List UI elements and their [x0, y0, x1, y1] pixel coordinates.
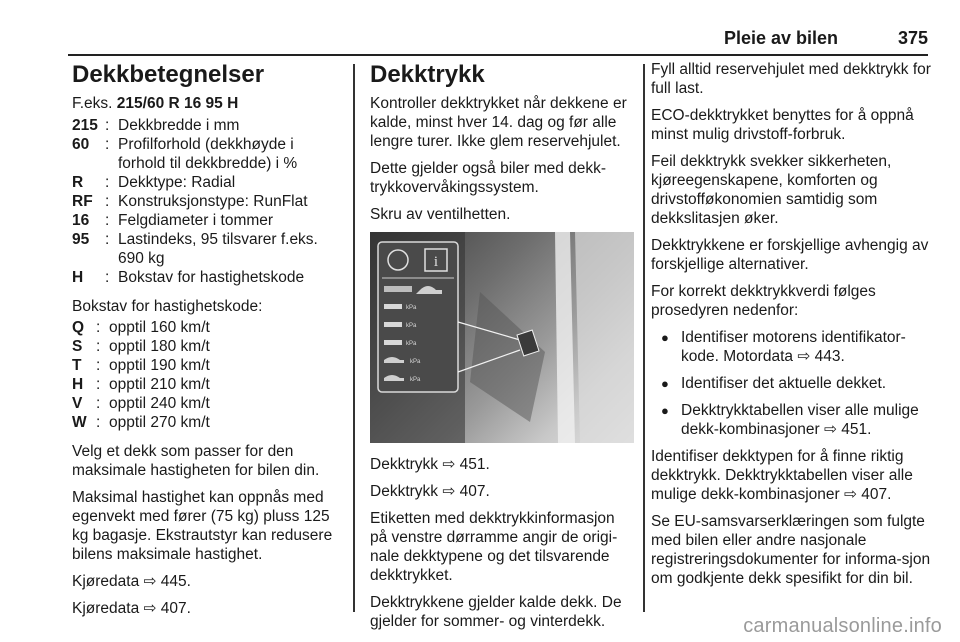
table-row: [72, 211, 344, 230]
code-key: W: [72, 414, 87, 431]
svg-text:kPa: kPa: [410, 359, 421, 365]
paragraph-wrong-pressure: Feil dekktrykk svekker sikkerheten, kjøreegenskapene, komforten og drivstofføkonomien samtidig som dekkslitasjen øker.: [651, 153, 892, 227]
designation-table: [72, 116, 344, 287]
column-pressure-details: [651, 60, 931, 596]
separator: :: [96, 319, 101, 336]
separator: :: [105, 136, 110, 153]
example-prefix: F.eks.: [72, 95, 113, 112]
table-row: [72, 413, 344, 432]
code-key: RF: [72, 193, 93, 210]
page-number: 375: [897, 28, 928, 48]
table-row: [72, 173, 344, 192]
code-value: opptil 190 km/t: [109, 357, 210, 374]
reference-link-407-pressure[interactable]: Dekktrykk ⇨ 407.: [370, 483, 490, 500]
paragraph-identify-tyre: Identifiser dekktypen for å finne riktig dekktrykk. Dekktrykktabellen viser alle mulige dekk-kombinasjoner ⇨ 407.: [651, 448, 913, 503]
code-value: opptil 240 km/t: [109, 395, 210, 412]
section-title: Pleie av bilen: [723, 28, 838, 48]
code-key: 215: [72, 117, 98, 134]
table-row: [72, 192, 344, 211]
paragraph-max-speed: Maksimal hastighet kan oppnås med egenvekt med fører (75 kg) pluss 125 kg bagasje. Ekstrautstyr kan redusere bilens maksimale hastighet.: [72, 489, 333, 563]
table-row: [72, 394, 344, 413]
table-row: [72, 375, 344, 394]
paragraph-eco-pressure: ECO-dekktrykket benyttes for å oppnå minst mulig drivstoff-forbruk.: [651, 107, 914, 143]
paragraph-cold-tyres: Dekktrykkene gjelder kalde dekk. De gjelder for sommer- og vinterdekk.: [370, 594, 622, 630]
reference-link-451[interactable]: Dekktrykk ⇨ 451.: [370, 456, 490, 473]
example-line: [72, 94, 344, 113]
code-value: Felgdiameter i tommer: [118, 212, 274, 229]
svg-text:kPa: kPa: [406, 341, 417, 347]
example-value: 215/60 R 16 95 H: [116, 95, 239, 112]
list-item: ● Identifiser motorens identifikator-kode. Motordata ⇨ 443.: [651, 328, 931, 366]
table-row: [72, 356, 344, 375]
code-value: Konstruksjonstype: RunFlat: [118, 193, 308, 210]
code-value: Dekkbredde i mm: [118, 117, 240, 134]
watermark: carmanualsonline.info: [743, 615, 942, 637]
code-key: Q: [72, 319, 85, 336]
column-divider-1: [353, 64, 355, 612]
svg-text:kPa: kPa: [406, 305, 417, 311]
table-row: [72, 318, 344, 337]
code-key: R: [72, 174, 84, 191]
table-row: [72, 116, 344, 135]
door-frame-illustration: [370, 232, 634, 443]
svg-text:kPa: kPa: [410, 377, 421, 383]
reference-link-445[interactable]: Kjøredata ⇨ 445.: [72, 573, 191, 590]
code-value: Profilforhold (dekkhøyde i forhold til dekkbredde) i %: [118, 136, 298, 172]
paragraph-eu-conformity: Se EU-samsvarserklæringen som fulgte med bilen eller andre nasjonale registreringsdokumenter for informa-sjon om godkjente dekk spesifikt for din bil.: [651, 513, 931, 587]
paragraph-tpms: Dette gjelder også biler med dekk-trykkovervåkingssystem.: [370, 160, 607, 196]
table-row: [72, 230, 344, 268]
code-key: 95: [72, 231, 90, 248]
header-rule: [68, 54, 928, 56]
code-value: Lastindeks, 95 tilsvarer f.eks. 690 kg: [118, 231, 318, 267]
separator: :: [96, 376, 101, 393]
separator: :: [105, 174, 110, 191]
paragraph-valve-cap: Skru av ventilhetten.: [370, 206, 511, 223]
table-row: [72, 135, 344, 173]
separator: :: [105, 212, 110, 229]
table-row: [72, 337, 344, 356]
code-value: Dekktype: Radial: [118, 174, 236, 191]
svg-text:kPa: kPa: [406, 323, 417, 329]
separator: :: [96, 414, 101, 431]
code-key: H: [72, 376, 84, 393]
code-value: opptil 210 km/t: [109, 376, 210, 393]
code-value: opptil 180 km/t: [109, 338, 210, 355]
paragraph-speed-choice: Velg et dekk som passer for den maksimale hastigheten for bilen din.: [72, 443, 320, 479]
code-value: Bokstav for hastighetskode: [118, 269, 305, 286]
code-value: opptil 160 km/t: [109, 319, 210, 336]
reference-link-407[interactable]: Kjøredata ⇨ 407.: [72, 600, 191, 617]
separator: :: [96, 338, 101, 355]
heading-tyre-pressure: Dekktrykk: [370, 61, 485, 88]
paragraph-check-pressure: Kontroller dekktrykket når dekkene er kalde, minst hver 14. dag og før alle lengre turer. Ikke glem reservehjulet.: [370, 95, 627, 150]
separator: :: [105, 269, 110, 286]
code-key: 60: [72, 136, 90, 153]
procedure-list: [651, 328, 931, 439]
code-key: S: [72, 338, 83, 355]
code-key: T: [72, 357, 82, 374]
paragraph-spare-wheel: Fyll alltid reservehjulet med dekktrykk for full last.: [651, 61, 931, 97]
separator: :: [105, 117, 110, 134]
table-row: [72, 268, 344, 287]
separator: :: [96, 357, 101, 374]
code-key: 16: [72, 212, 90, 229]
list-item: ● Identifiser det aktuelle dekket.: [651, 374, 931, 393]
speed-code-table: [72, 318, 344, 432]
tyre-pressure-label-photo: [370, 232, 634, 443]
separator: :: [105, 193, 110, 210]
list-item: ● Dekktrykktabellen viser alle mulige dekk-kombinasjoner ⇨ 451.: [651, 401, 931, 439]
paragraph-pressure-options: Dekktrykkene er forskjellige avhengig av forskjellige alternativer.: [651, 237, 929, 273]
separator: :: [105, 231, 110, 248]
code-key: H: [72, 269, 84, 286]
code-key: V: [72, 395, 83, 412]
svg-text:i: i: [433, 254, 439, 270]
code-value: opptil 270 km/t: [109, 414, 210, 431]
separator: :: [96, 395, 101, 412]
speed-intro: Bokstav for hastighetskode:: [72, 298, 263, 315]
heading-tyre-designations: Dekkbetegnelser: [72, 61, 265, 88]
paragraph-label-info: Etiketten med dekktrykkinformasjon på venstre dørramme angir de origi-nale dekktypene og det tilsvarende dekktrykket.: [370, 510, 618, 584]
column-divider-2: [643, 64, 645, 612]
page-header: [68, 26, 928, 56]
paragraph-procedure: For korrekt dekktrykkverdi følges prosedyren nedenfor:: [651, 283, 876, 319]
column-tyre-pressure: [370, 60, 634, 639]
column-tyre-designations: [72, 60, 344, 626]
